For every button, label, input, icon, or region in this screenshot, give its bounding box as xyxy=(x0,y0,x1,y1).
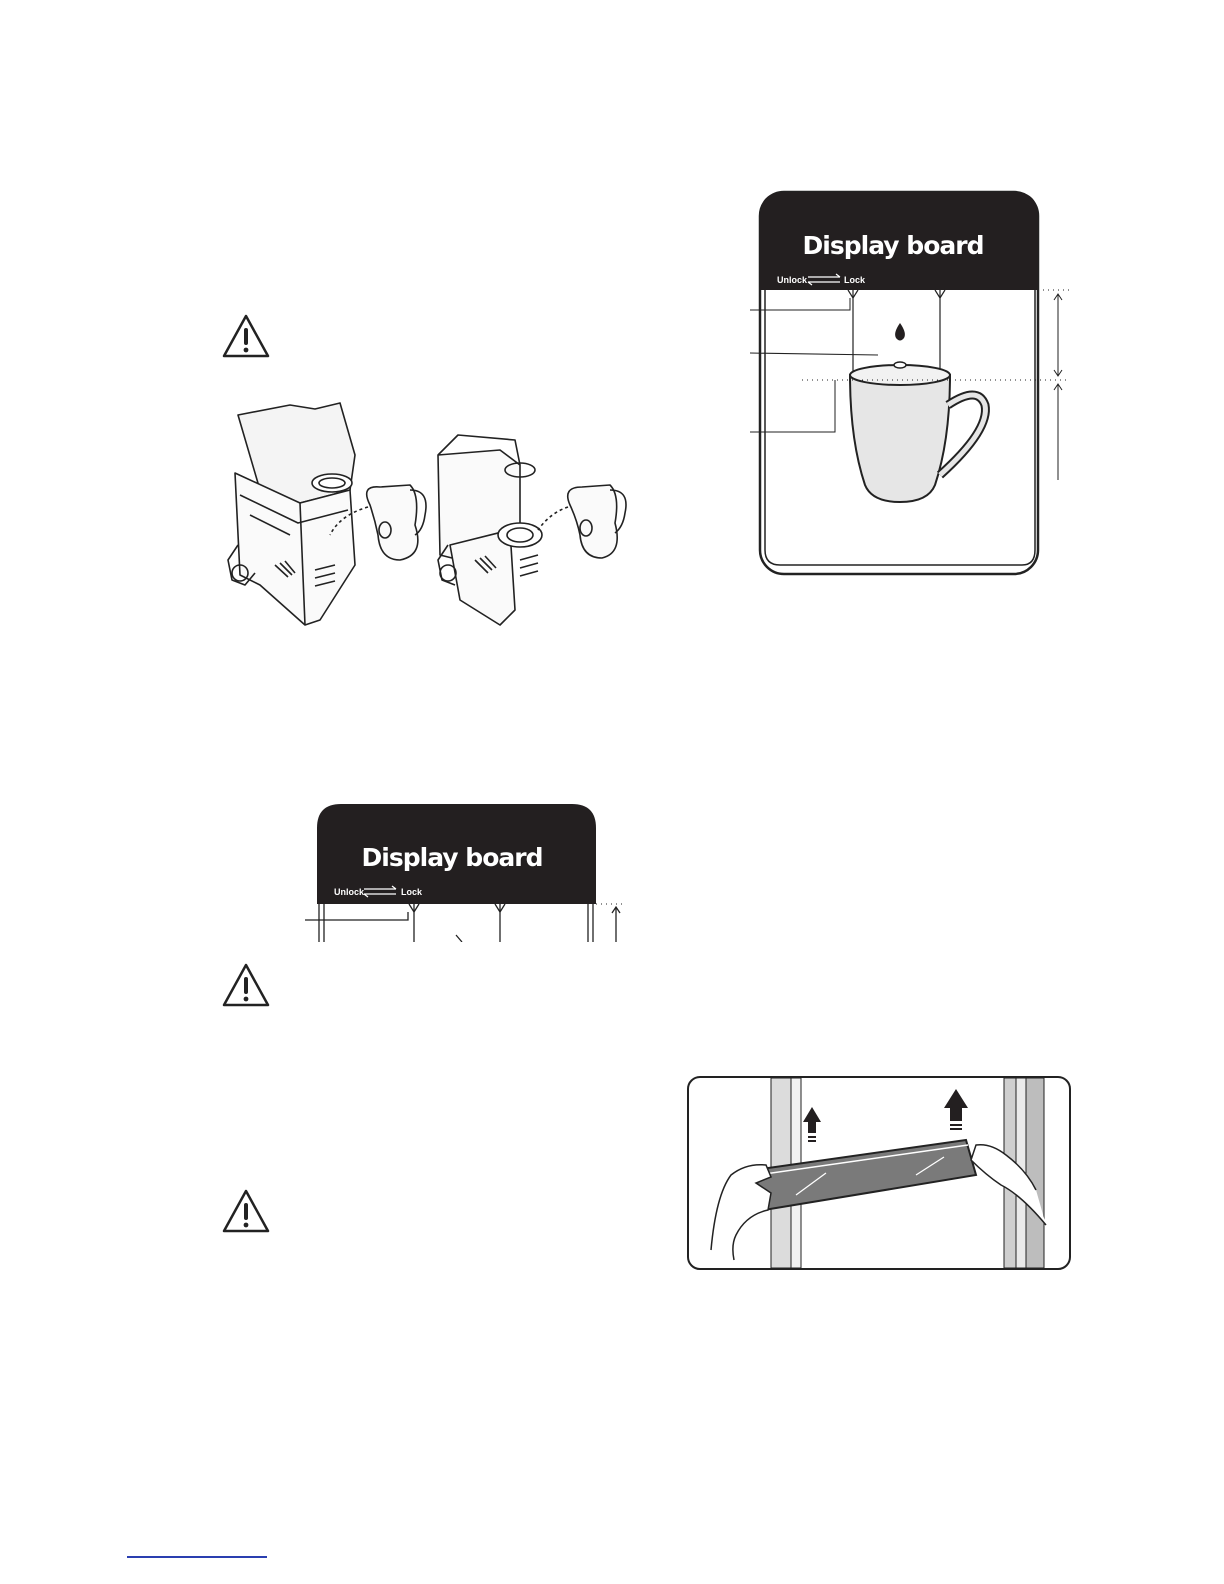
dimension-arrows xyxy=(1054,294,1062,480)
door-bin-removal-illustration xyxy=(686,1075,1072,1271)
warning-icon xyxy=(221,313,271,359)
display-board-title: Display board xyxy=(802,231,984,260)
water-tank-filling-illustration xyxy=(220,395,640,640)
display-board-cup-diagram xyxy=(740,190,1080,580)
display-board-title: Display board xyxy=(361,843,543,872)
warning-icon xyxy=(221,962,271,1008)
warning-icon xyxy=(221,1188,271,1234)
display-board-small-diagram xyxy=(300,802,630,942)
footer-rule xyxy=(127,1556,267,1558)
cup xyxy=(850,375,950,502)
unlock-label: Unlock xyxy=(334,887,365,897)
unlock-label: Unlock xyxy=(777,275,808,285)
lock-label: Lock xyxy=(401,887,423,897)
lock-label: Lock xyxy=(844,275,866,285)
